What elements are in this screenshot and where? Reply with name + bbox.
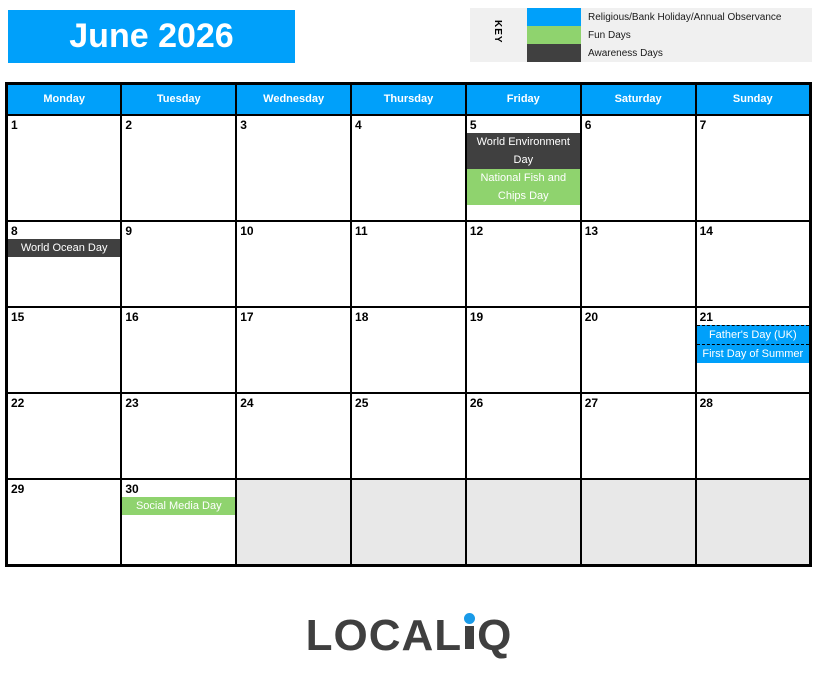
day-cell xyxy=(351,393,466,479)
day-cell xyxy=(121,115,236,221)
day-cell xyxy=(121,393,236,479)
day-header: Friday xyxy=(466,84,581,115)
calendar-body xyxy=(7,115,811,566)
day-number: 22 xyxy=(11,395,25,410)
legend-swatch-fun xyxy=(527,26,581,44)
event-chip: World Ocean Day xyxy=(8,239,120,257)
legend-swatch-holiday xyxy=(527,8,581,26)
day-number: 9 xyxy=(125,223,133,238)
day-number: 29 xyxy=(11,481,25,496)
calendar-grid xyxy=(5,82,812,567)
day-number: 3 xyxy=(240,117,247,132)
empty-cell xyxy=(351,479,466,566)
day-cell xyxy=(7,393,122,479)
day-number: 6 xyxy=(584,117,592,132)
day-cell xyxy=(351,221,466,307)
day-cell xyxy=(466,393,581,479)
event-chip: Father's Day (UK) xyxy=(697,325,809,345)
day-cell xyxy=(696,115,811,221)
day-number: 24 xyxy=(240,395,254,410)
month-title xyxy=(8,10,295,63)
day-cell xyxy=(7,221,122,307)
logo-text-left: LOCAL xyxy=(305,611,463,660)
day-number: 17 xyxy=(240,309,254,324)
day-number: 11 xyxy=(355,223,368,238)
day-header: Thursday xyxy=(351,84,466,115)
day-cell xyxy=(236,307,351,393)
day-number: 8 xyxy=(11,223,18,238)
day-number: 27 xyxy=(584,395,599,410)
logo-text-right: Q xyxy=(477,611,513,660)
day-number: 15 xyxy=(11,309,25,324)
day-header: Wednesday xyxy=(236,84,351,115)
day-header: Tuesday xyxy=(121,84,236,115)
legend-item-label: Religious/Bank Holiday/Annual Observance xyxy=(588,11,782,23)
day-number: 12 xyxy=(469,223,484,238)
day-cell xyxy=(696,307,811,393)
day-cell xyxy=(351,307,466,393)
week-row xyxy=(7,479,811,566)
day-number: 23 xyxy=(125,395,139,410)
day-header: Saturday xyxy=(581,84,696,115)
day-cell xyxy=(236,393,351,479)
empty-cell xyxy=(236,479,351,566)
day-number: 28 xyxy=(699,395,713,410)
day-cell xyxy=(236,115,351,221)
day-number: 14 xyxy=(699,223,713,238)
legend-title: KEY xyxy=(492,20,503,44)
day-number: 18 xyxy=(355,309,369,324)
week-row xyxy=(7,393,811,479)
empty-cell xyxy=(466,479,581,566)
day-number: 13 xyxy=(584,223,599,238)
week-row xyxy=(7,115,811,221)
legend-item-label: Fun Days xyxy=(588,29,631,41)
day-cell xyxy=(581,115,696,221)
week-row xyxy=(7,221,811,307)
event-chip: First Day of Summer xyxy=(697,345,809,363)
day-header: Monday xyxy=(7,84,122,115)
day-cell xyxy=(121,307,236,393)
event-chip: National Fish and Chips Day xyxy=(467,169,580,205)
day-cell xyxy=(121,221,236,307)
logo-letter-i-icon xyxy=(465,614,474,658)
empty-cell xyxy=(696,479,811,566)
day-number: 5 xyxy=(469,117,477,132)
event-chip: Social Media Day xyxy=(122,497,235,515)
day-cell xyxy=(696,393,811,479)
day-number: 1 xyxy=(11,117,18,132)
day-number: 4 xyxy=(355,117,362,132)
legend-item xyxy=(527,8,781,26)
day-cell xyxy=(7,115,122,221)
legend-item xyxy=(527,26,781,44)
day-number: 21 xyxy=(699,309,713,324)
day-number: 25 xyxy=(355,395,369,410)
event-chip: World Environment Day xyxy=(467,133,580,169)
day-number: 7 xyxy=(699,117,707,132)
day-number: 2 xyxy=(125,117,133,132)
day-cell xyxy=(7,479,122,566)
day-cell xyxy=(7,307,122,393)
legend-item xyxy=(527,44,781,62)
month-title-text: June 2026 xyxy=(69,17,234,55)
day-header: Sunday xyxy=(696,84,811,115)
legend-swatch-awareness xyxy=(527,44,581,62)
day-number: 19 xyxy=(469,309,484,324)
day-cell xyxy=(581,221,696,307)
day-cell xyxy=(466,221,581,307)
day-cell xyxy=(121,479,236,566)
day-cell xyxy=(696,221,811,307)
legend-item-label: Awareness Days xyxy=(588,47,663,59)
day-number: 10 xyxy=(240,223,254,238)
week-row xyxy=(7,307,811,393)
day-cell xyxy=(466,307,581,393)
legend xyxy=(470,8,812,62)
day-cell xyxy=(581,307,696,393)
day-number: 16 xyxy=(125,309,139,324)
legend-items xyxy=(527,8,781,62)
day-number: 26 xyxy=(469,395,484,410)
day-number: 20 xyxy=(584,309,599,324)
day-cell xyxy=(351,115,466,221)
day-number: 30 xyxy=(125,481,139,496)
day-cell xyxy=(466,115,581,221)
day-cell xyxy=(581,393,696,479)
day-header-row xyxy=(7,84,811,115)
day-cell xyxy=(236,221,351,307)
logo-blue-dot-icon xyxy=(464,613,475,624)
localiq-logo xyxy=(0,610,818,658)
empty-cell xyxy=(581,479,696,566)
